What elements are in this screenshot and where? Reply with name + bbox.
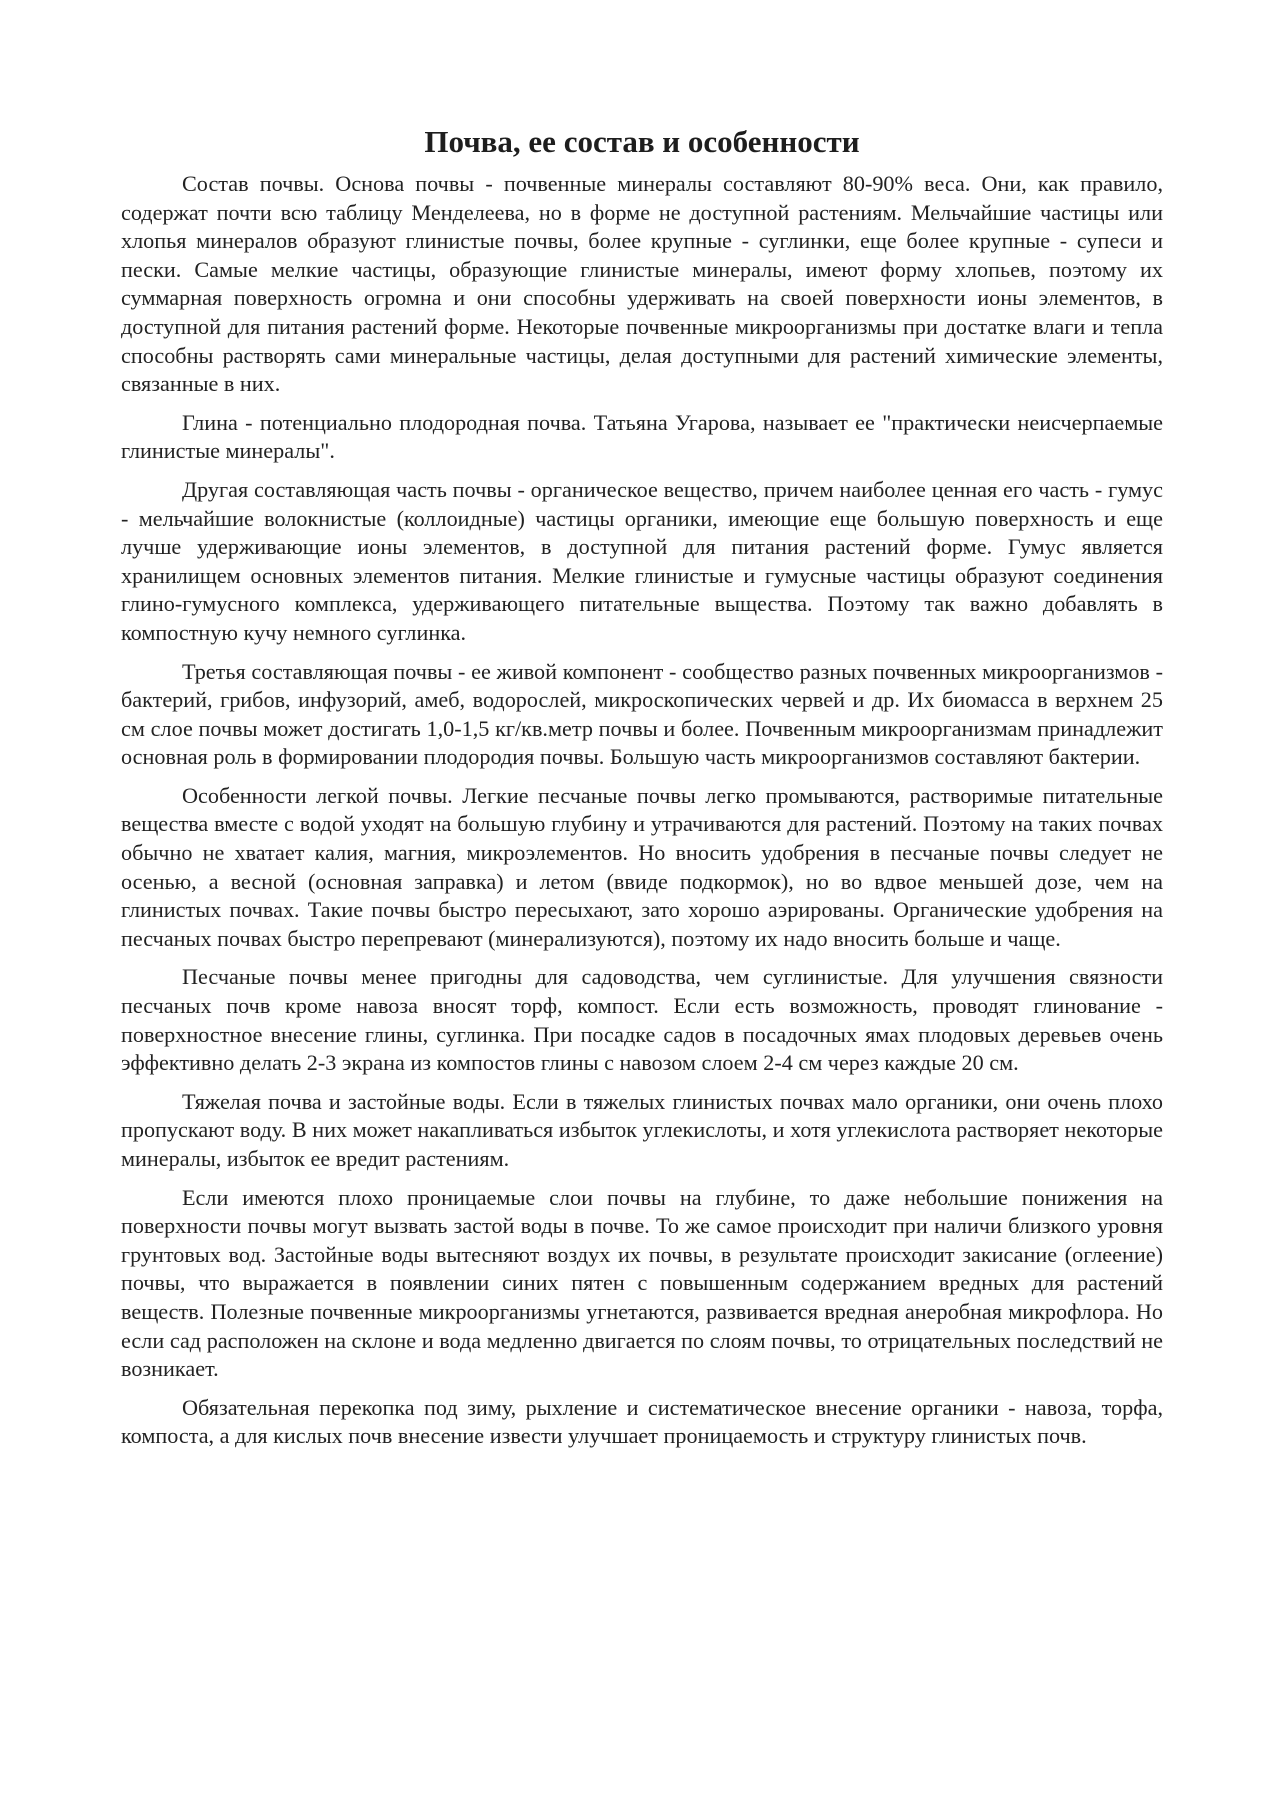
document-title: Почва, ее состав и особенности <box>424 124 860 159</box>
paragraph-clay: Глина - потенциально плодородная почва. Татьяна Угарова, называет ее "практически неисчерпаемые глинистые минералы". <box>121 409 1163 464</box>
paragraph-organic-matter: Другая составляющая часть почвы - органическое вещество, причем наиболее ценная его часть - гумус - мельчайшие волокнистые (коллоидные) частицы органики, имеющие еще большую поверхность и еще лучше удерживающие ионы элементов, в доступной для питания растений форме. Гумус является хранилищем основных элементов питания. Мелкие глинистые и гумусные частицы образуют соединения глино-гумусного комплекса, удерживающего питательные выщества. Поэтому так важно добавлять в компостную кучу немного суглинка. <box>121 476 1163 645</box>
paragraph-soil-composition: Состав почвы. Основа почвы - почвенные минералы составляют 80-90% веса. Они, как правило, содержат почти всю таблицу Менделеева, но в форме не доступной растениям. Мельчайшие частицы или хлопья минералов образуют глинистые почвы, более крупные - суглинки, еще более крупные - супеси и пески. Самые мелкие частицы, образующие глинистые минералы, имеют форму хлопьев, поэтому их суммарная поверхность огромна и они способны удерживать на своей поверхности ионы элементов, в доступной для питания растений форме. Некоторые почвенные микроорганизмы при достатке влаги и тепла способны растворять сами минеральные частицы, делая доступными для растений химические элементы, связанные в них. <box>121 171 1163 397</box>
paragraph-digging: Обязательная перекопка под зиму, рыхление и систематическое внесение органики - навоза, торфа, компоста, а для кислых почв внесение извести улучшает проницаемость и структуру глинистых почв. <box>121 1394 1163 1449</box>
paragraph-stagnant-water: Если имеются плохо проницаемые слои почвы на глубине, то даже небольшие понижения на поверхности почвы могут вызвать застой воды в почве. То же самое происходит при наличи близкого уровня грунтовых вод. Застойные воды вытесняют воздух их почвы, в результате происходит закисание (оглеение) почвы, что выражается в появлении синих пятен с повышенным содержанием вредных для растений веществ. Полезные почвенные микроорганизмы угнетаются, развивается вредная анеробная микрофлора. Но если сад расположен на склоне и вода медленно двигается по слоям почвы, то отрицательных последствий не возникает. <box>121 1184 1163 1382</box>
paragraph-living-component: Третья составляющая почвы - ее живой компонент - сообщество разных почвенных микроорганизмов - бактерий, грибов, инфузорий, амеб, водорослей, микроскопических червей и др. Их биомасса в верхнем 25 см слое почвы может достигать 1,0-1,5 кг/кв.метр почвы и более. Почвенным микроорганизмам принадлежит основная роль в формировании плодородия почвы. Большую часть микроорганизмов составляют бактерии. <box>121 658 1163 770</box>
paragraph-sandy-soil: Песчаные почвы менее пригодны для садоводства, чем суглинистые. Для улучшения связности песчаных почв кроме навоза вносят торф, компост. Если есть возможность, проводят глинование - поверхностное внесение глины, суглинка. При посадке садов в посадочных ямах плодовых деревьев очень эффективно делать 2-3 экрана из компостов глины с навозом слоем 2-4 см через каждые 20 см. <box>121 964 1163 1076</box>
paragraph-light-soil: Особенности легкой почвы. Легкие песчаные почвы легко промываются, растворимые питательные вещества вместе с водой уходят на большую глубину и утрачиваются для растений. Поэтому на таких почвах обычно не хватает калия, магния, микроэлементов. Но вносить удобрения в песчаные почвы следует не осенью, а весной (основная заправка) и летом (ввиде подкормок), но во вдвое меньшей дозе, чем на глинистых почвах. Такие почвы быстро пересыхают, зато хорошо аэрированы. Органические удобрения на песчаных почвах быстро перепревают (минерализуются), поэтому их надо вносить больше и чаще. <box>121 782 1163 951</box>
paragraph-heavy-soil: Тяжелая почва и застойные воды. Если в тяжелых глинистых почвах мало органики, они очень плохо пропускают воду. В них может накапливаться избыток углекислоты, и хотя углекислота растворяет некоторые минералы, избыток ее вредит растениям. <box>121 1088 1163 1171</box>
document-body <box>121 118 1163 1461</box>
